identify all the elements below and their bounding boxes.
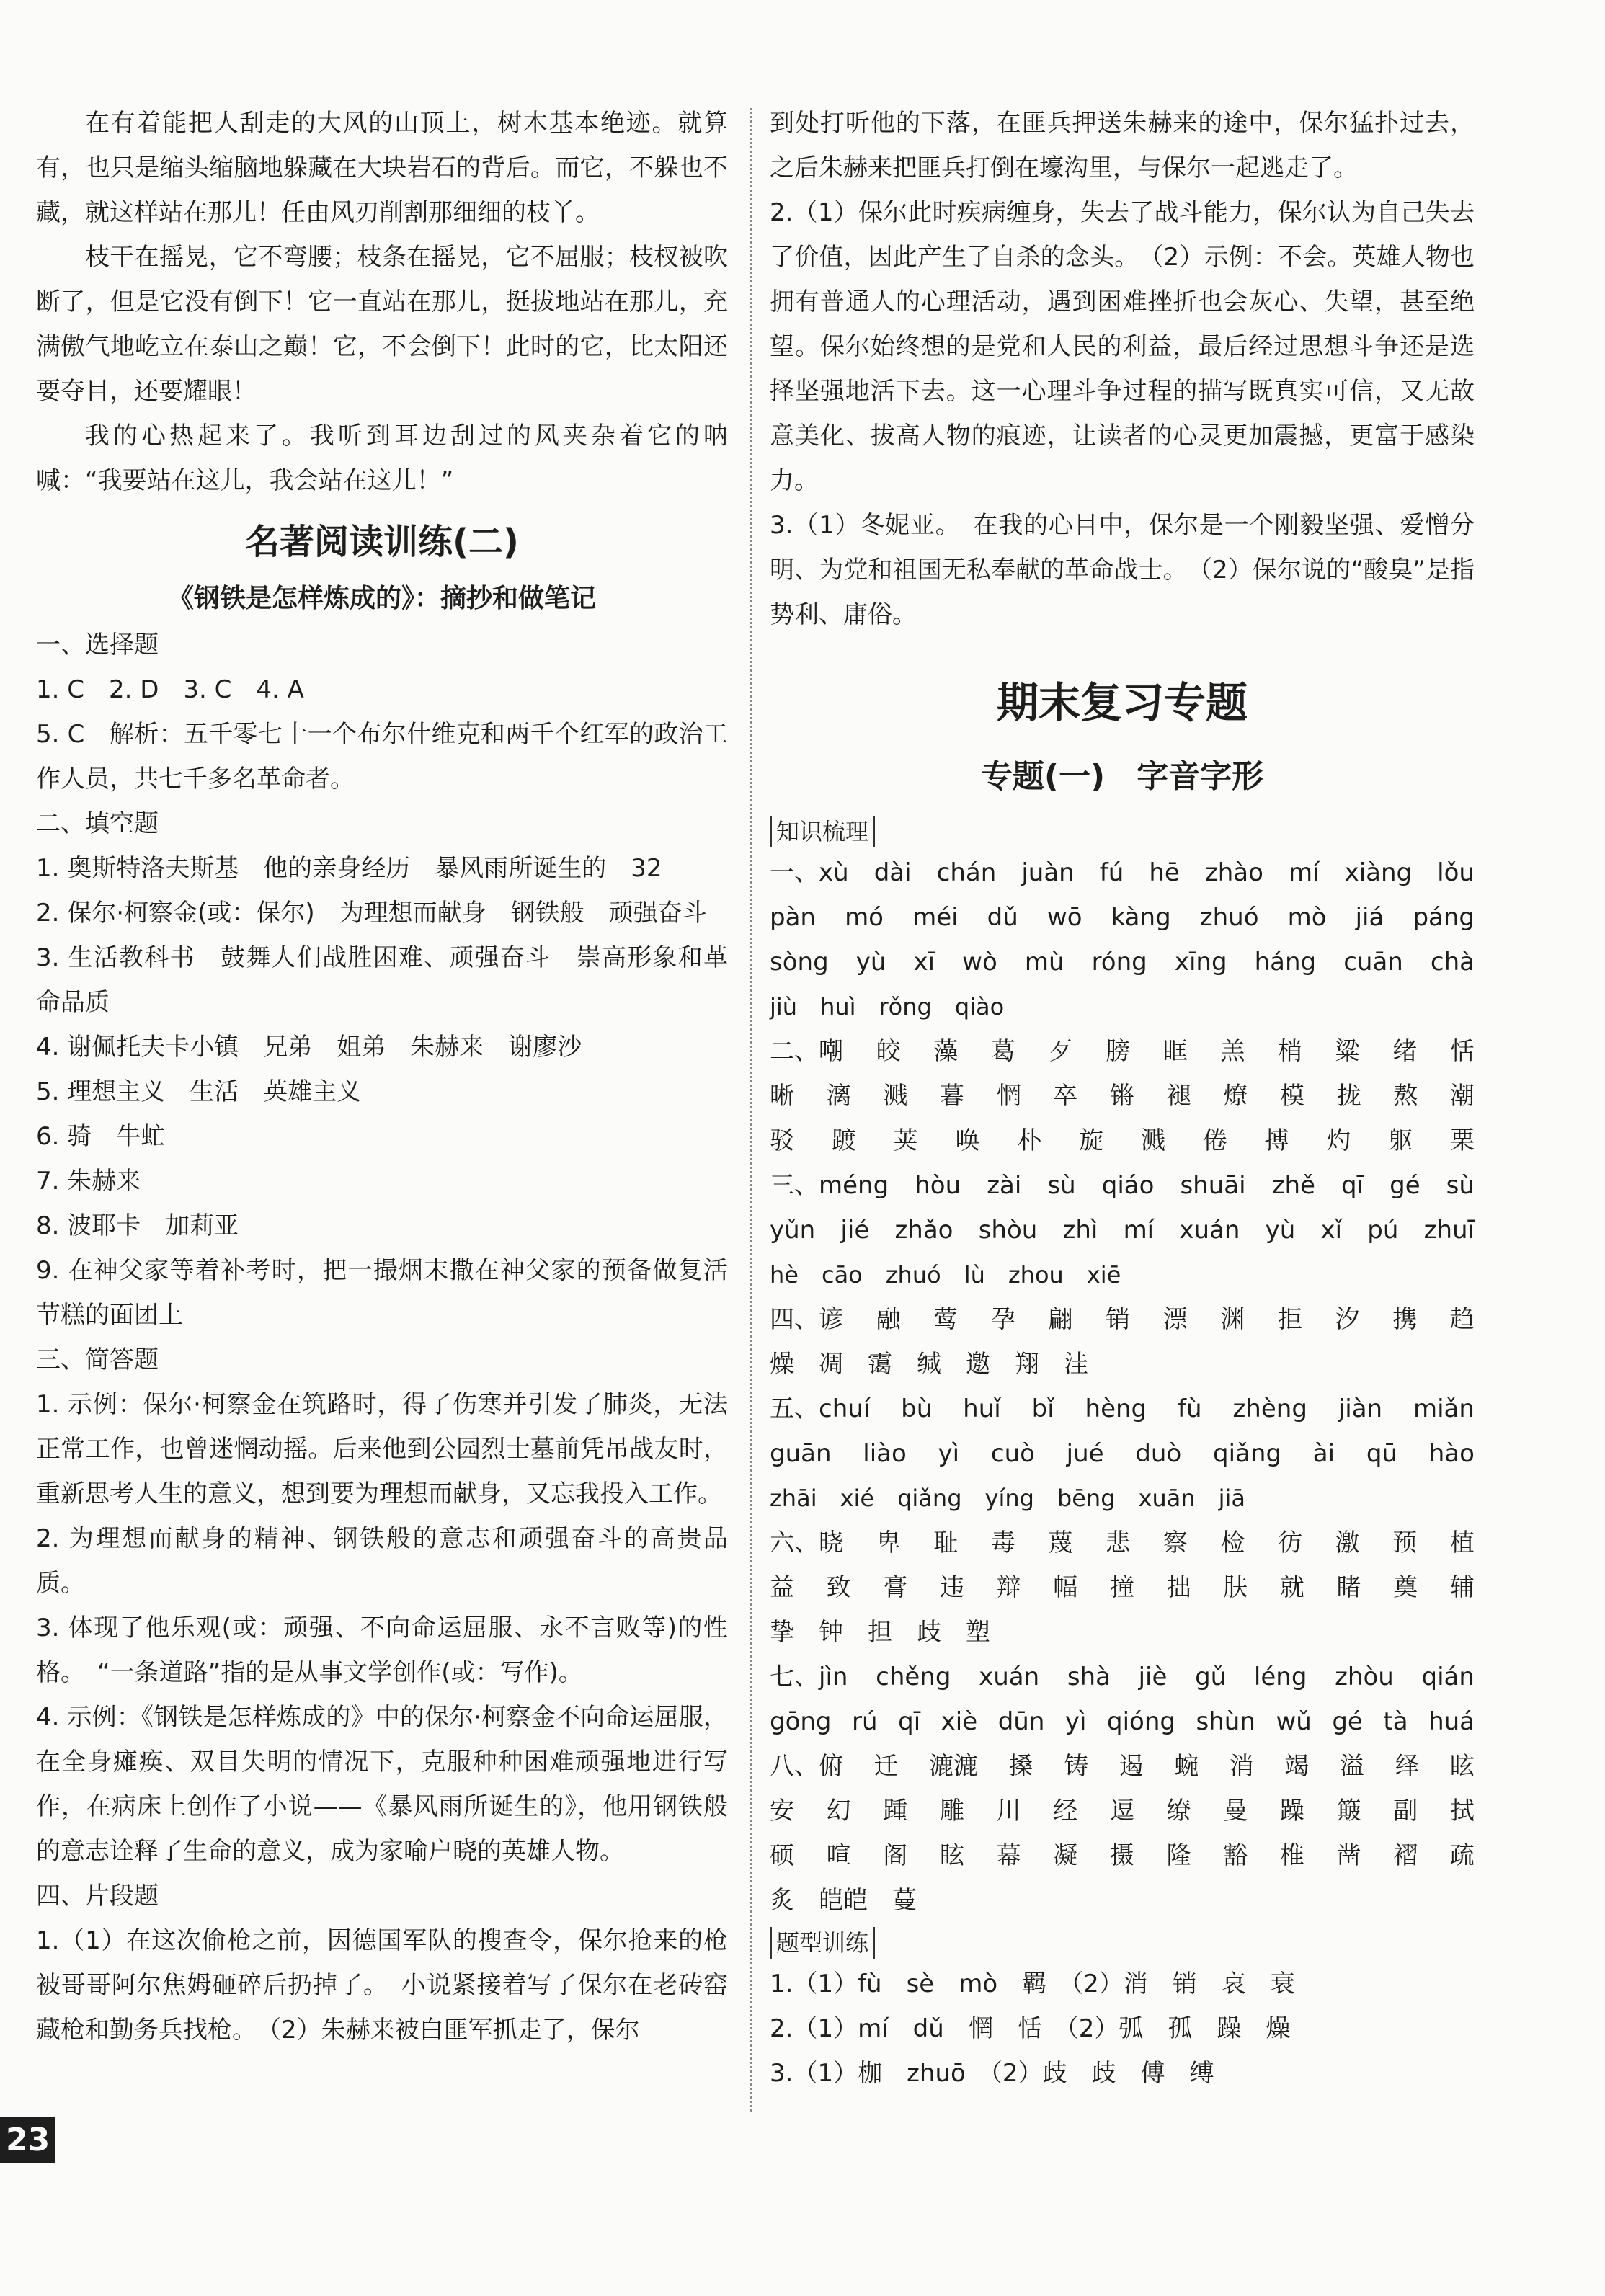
answer-item: sù <box>1446 1171 1475 1200</box>
answer-item: 绎 <box>1395 1752 1420 1781</box>
answer-item: 摄 <box>1109 1841 1134 1870</box>
answer-item: 搏 <box>1264 1126 1289 1155</box>
fill-answer-5: 5. 理想主义 生活 英雄主义 <box>36 1077 362 1106</box>
answer-item: sòng <box>770 948 829 976</box>
answer-item: 翩 <box>1048 1305 1073 1334</box>
heading-excerpt: 四、片段题 <box>36 1882 159 1910</box>
answer-item: 凿 <box>1336 1841 1361 1870</box>
answer-item: 缭 <box>1166 1797 1191 1825</box>
choice-answers-2: 5. C 解析：五千零七十一个布尔什维克和两千个红军的政治工作人员，共七千多名革命者。 <box>36 720 728 793</box>
answer-item: 褪 <box>1166 1082 1191 1111</box>
section-title: 名著阅读训练(二) <box>245 522 519 562</box>
essay-paragraph-2: 枝干在摇晃，它不弯腰；枝条在摇晃，它不屈服；枝杈被吹断了，但是它没有倒下！它一直站在那儿，挺拔地站在那儿，充满傲气地屹立在泰山之巅！它，不会倒下！此时的它，比太阳还要夺目，还要耀眼！ <box>36 243 728 406</box>
answer-item: 膏 <box>883 1573 908 1602</box>
answer-item: 一、xù <box>770 858 849 887</box>
answer-item: 硕 <box>770 1841 794 1870</box>
answer-item: 二、嘲 <box>770 1037 843 1066</box>
right-column <box>770 101 1475 2096</box>
answer-item: jué <box>1066 1439 1104 1468</box>
short-answer-2: 2. 为理想而献身的精神、钢铁般的意志和顽强奋斗的高贵品质。 <box>36 1524 728 1598</box>
heading-short-answer: 三、简答题 <box>36 1345 159 1374</box>
pinyin-row <box>770 940 1475 984</box>
answer-item: 耻 <box>933 1529 959 1557</box>
answer-item: 潮 <box>1449 1082 1475 1111</box>
answer-item: zhèng <box>1232 1394 1307 1423</box>
answer-item: 幅 <box>1053 1573 1078 1602</box>
answer-item: huá <box>1428 1707 1475 1736</box>
char-row: 炙 皑皑 蔓 <box>770 1886 917 1915</box>
pinyin-row <box>770 1163 1475 1208</box>
answer-item: bǐ <box>1031 1394 1054 1423</box>
answer-item: cuān <box>1343 948 1403 976</box>
answer-item: sù <box>1047 1171 1076 1200</box>
answer-item: 眩 <box>939 1841 964 1870</box>
practice-answer-3: 3.（1）枷 zhuō （2）歧 歧 傅 缚 <box>770 2059 1214 2088</box>
page-number: 23 <box>0 2117 55 2163</box>
answer-item: 簸 <box>1336 1797 1361 1825</box>
answer-item: 安 <box>770 1797 794 1825</box>
answer-item: 豁 <box>1223 1841 1248 1870</box>
answer-item: 熬 <box>1393 1082 1418 1111</box>
topic-title: 专题(一) 字音字形 <box>980 758 1264 795</box>
answer-item: mò <box>1287 903 1327 932</box>
heading-choice: 一、选择题 <box>36 631 159 659</box>
answer-item: mó <box>845 903 884 932</box>
pinyin-row: zhāi xié qiǎng yíng bēng xuān jiā <box>770 1485 1246 1512</box>
answer-item: 检 <box>1220 1529 1245 1557</box>
answer-item: 踵 <box>883 1797 908 1825</box>
answer-item: 躁 <box>1279 1797 1304 1825</box>
answer-item: 皎 <box>876 1037 901 1066</box>
answer-item: zhuó <box>1199 903 1259 932</box>
answer-item: háng <box>1254 948 1317 976</box>
answer-item: gōng <box>770 1707 832 1736</box>
answer-item: bù <box>901 1394 933 1423</box>
answer-item: xuán <box>979 1663 1040 1691</box>
answer-item: 溢 <box>1339 1752 1364 1781</box>
fill-answer-4: 4. 谢佩托夫卡小镇 兄弟 姐弟 朱赫来 谢廖沙 <box>36 1033 582 1062</box>
answer-item: kàng <box>1111 903 1171 932</box>
answer-item: zài <box>987 1171 1022 1200</box>
answer-item: jiàn <box>1338 1394 1383 1423</box>
answer-item: 六、晓 <box>770 1529 843 1557</box>
fill-answer-6: 6. 骑 牛虻 <box>36 1122 166 1151</box>
answer-item: wō <box>1046 903 1082 932</box>
answer-item: zhě <box>1271 1171 1315 1200</box>
practice-box-label: 题型训练 <box>770 1927 875 1959</box>
answer-item: 趋 <box>1449 1305 1475 1334</box>
answer-item: 拙 <box>1166 1573 1191 1602</box>
answer-item: 辅 <box>1449 1573 1475 1602</box>
char-row <box>770 1744 1475 1789</box>
answer-item: 副 <box>1393 1797 1418 1825</box>
excerpt-answer-1-continued: 到处打听他的下落，在匪兵押送朱赫来的途中，保尔猛扑过去，之后朱赫来把匪兵打倒在壕沟里，与保尔一起逃走了。 <box>770 109 1475 182</box>
answer-item: 迁 <box>873 1752 899 1781</box>
answer-item: 益 <box>770 1573 794 1602</box>
answer-item: qī <box>898 1707 921 1736</box>
answer-item: 唤 <box>955 1126 980 1155</box>
answer-item: 晰 <box>770 1082 794 1111</box>
excerpt-answer-2: 2.（1）保尔此时疾病缠身，失去了战斗能力，保尔认为自己失去了价值，因此产生了自杀的念头。 （2）示例：不会。英雄人物也拥有普通人的心理活动，遇到困难挫折也会灰心、失望，甚至绝望。保尔始终想的是党和人民的利益，最后经过思想斗争还是选择坚强地活下去。这一心理斗争过程的描写既真实可信，又无故意美化、拔高人物的痕迹，让读者的心灵更加震撼，更富于感染力。 <box>770 198 1475 495</box>
answer-item: hào <box>1428 1439 1475 1468</box>
answer-item: 曼 <box>1223 1797 1248 1825</box>
answer-item: 竭 <box>1284 1752 1310 1781</box>
answer-item: shuāi <box>1180 1171 1246 1200</box>
answer-item: 汐 <box>1335 1305 1360 1334</box>
excerpt-answer-1: 1.（1）在这次偷枪之前，因德国军队的搜查令，保尔抢来的枪被哥哥阿尔焦姆砸碎后扔掉了。 小说紧接着写了保尔在老砖窑藏枪和勤务兵找枪。 （2）朱赫来被白匪军抓走了，保尔 <box>36 1926 728 2044</box>
answer-item: 莺 <box>933 1305 959 1334</box>
answer-item: 五、chuí <box>770 1394 871 1423</box>
pinyin-row <box>770 895 1475 940</box>
answer-item: xī <box>913 948 935 976</box>
answer-item: 雕 <box>939 1797 964 1825</box>
answer-item: 眶 <box>1162 1037 1188 1066</box>
fill-answer-8: 8. 波耶卡 加莉亚 <box>36 1211 239 1240</box>
answer-item: 椎 <box>1279 1841 1304 1870</box>
answer-item: 漓 <box>826 1082 851 1111</box>
char-row <box>770 1565 1475 1610</box>
answer-item: chà <box>1430 948 1475 976</box>
answer-item: 睹 <box>1336 1573 1361 1602</box>
answer-item: 拒 <box>1278 1305 1302 1334</box>
answer-item: 融 <box>876 1305 901 1334</box>
answer-item: pàn <box>770 903 816 932</box>
answer-item: duò <box>1135 1439 1182 1468</box>
answer-item: huǐ <box>963 1394 1001 1423</box>
pinyin-row <box>770 1655 1475 1699</box>
answer-item: qiǎng <box>1213 1439 1282 1468</box>
answer-item: 倦 <box>1202 1126 1227 1155</box>
answer-item: jiè <box>1138 1663 1168 1691</box>
answer-item: 销 <box>1106 1305 1131 1334</box>
answer-item: shòu <box>978 1216 1038 1245</box>
char-row <box>770 1074 1475 1118</box>
answer-item: gé <box>1390 1171 1421 1200</box>
review-title: 期末复习专题 <box>996 678 1248 727</box>
answer-item: rú <box>852 1707 878 1736</box>
answer-item: 藻 <box>933 1037 959 1066</box>
answer-item: hē <box>1149 858 1180 887</box>
answer-item: 灼 <box>1326 1126 1351 1155</box>
answer-item: yǔn <box>770 1216 816 1245</box>
answer-item: 踱 <box>831 1126 856 1155</box>
answer-item: 毒 <box>990 1529 1015 1557</box>
answer-item: chěng <box>876 1663 951 1691</box>
short-answer-4: 4. 示例：《钢铁是怎样炼成的》中的保尔·柯察金不向命运屈服，在全身瘫痪、双目失明的情况下，克服种种困难顽强地进行写作，在病床上创作了小说——《暴风雨所诞生的》，他用钢铁般的意志诠释了生命的意义，成为家喻户晓的英雄人物。 <box>36 1703 728 1866</box>
answer-item: zhào <box>1204 858 1263 887</box>
answer-item: 驳 <box>770 1126 794 1155</box>
answer-item: 逗 <box>1109 1797 1134 1825</box>
answer-item: 彷 <box>1278 1529 1302 1557</box>
answer-item: 凝 <box>1053 1841 1078 1870</box>
answer-item: qióng <box>1107 1707 1175 1736</box>
answer-item: fú <box>1099 858 1124 887</box>
answer-item: 燎 <box>1223 1082 1248 1111</box>
answer-item: 就 <box>1279 1573 1304 1602</box>
essay-paragraph-3: 我的心热起来了。我听到耳边刮过的风夹杂着它的呐喊：“我要站在这儿，我会站在这儿！” <box>36 422 728 495</box>
short-answer-3: 3. 体现了他乐观(或：顽强、不向命运屈服、永不言败等)的性格。 “一条道路”指的是从事文学创作(或：写作)。 <box>36 1614 728 1687</box>
answer-item: 歹 <box>1048 1037 1073 1066</box>
heading-fill: 二、填空题 <box>36 809 159 838</box>
answer-item: liào <box>863 1439 907 1468</box>
fill-answer-9: 9. 在神父家等着补考时，把一撮烟末撒在神父家的预备做复活节糕的面团上 <box>36 1256 728 1330</box>
answer-item: mí <box>1123 1216 1155 1245</box>
answer-item: miǎn <box>1413 1394 1475 1423</box>
answer-item: 七、jìn <box>770 1663 848 1691</box>
answer-item: zhuī <box>1423 1216 1475 1245</box>
char-row <box>770 1029 1475 1074</box>
answer-item: zhǎo <box>894 1216 953 1245</box>
answer-item: qī <box>1341 1171 1364 1200</box>
answer-item: qiáo <box>1101 1171 1155 1200</box>
answer-item: dài <box>873 858 912 887</box>
answer-item: 隆 <box>1166 1841 1191 1870</box>
answer-item: 漉漉 <box>929 1752 979 1781</box>
fill-answer-3: 3. 生活教科书 鼓舞人们战胜困难、顽强奋斗 崇高形象和革命品质 <box>36 943 728 1017</box>
char-row: 燥 凋 霭 缄 邀 翔 洼 <box>770 1350 1088 1379</box>
answer-item: mí <box>1288 858 1320 887</box>
answer-item: dǔ <box>987 903 1018 932</box>
answer-item: 察 <box>1162 1529 1188 1557</box>
answer-item: wò <box>962 948 997 976</box>
char-row <box>770 1297 1475 1342</box>
answer-item: wǔ <box>1276 1707 1312 1736</box>
answer-item: 疏 <box>1449 1841 1475 1870</box>
answer-item: 羔 <box>1220 1037 1245 1066</box>
answer-item: 渊 <box>1220 1305 1245 1334</box>
fill-answer-1: 1. 奥斯特洛夫斯基 他的亲身经历 暴风雨所诞生的 32 <box>36 854 662 883</box>
fill-answer-7: 7. 朱赫来 <box>36 1167 141 1196</box>
answer-item: lǒu <box>1437 858 1475 887</box>
pinyin-row: jiù huì rǒng qiào <box>770 993 1005 1020</box>
answer-item: páng <box>1413 903 1475 932</box>
section-subtitle: 《钢铁是怎样炼成的》：摘抄和做笔记 <box>167 584 596 613</box>
answer-item: tà <box>1383 1707 1408 1736</box>
essay-paragraph-1: 在有着能把人刮走的大风的山顶上，树木基本绝迹。就算有，也只是缩头缩脑地躲藏在大块岩石的背后。而它，不躲也不藏，就这样站在那儿！任由风刃削割那细细的枝丫。 <box>36 109 728 227</box>
answer-item: 葛 <box>990 1037 1015 1066</box>
answer-item: xīng <box>1174 948 1227 976</box>
answer-item: 模 <box>1279 1082 1304 1111</box>
answer-item: qū <box>1366 1439 1397 1468</box>
answer-item: 拭 <box>1449 1797 1475 1825</box>
answer-item: yì <box>1064 1707 1087 1736</box>
answer-item: 幕 <box>996 1841 1021 1870</box>
answer-item: yù <box>1265 1216 1296 1245</box>
answer-item: 孕 <box>990 1305 1015 1334</box>
answer-item: 梢 <box>1278 1037 1302 1066</box>
answer-item: xǐ <box>1320 1216 1343 1245</box>
answer-item: 蜿 <box>1174 1752 1199 1781</box>
answer-item: 卑 <box>876 1529 901 1557</box>
answer-item: 漂 <box>1162 1305 1188 1334</box>
answer-item: 溅 <box>1140 1126 1165 1155</box>
answer-item: 膀 <box>1106 1037 1131 1066</box>
answer-item: shà <box>1067 1663 1111 1691</box>
answer-item: chán <box>936 858 997 887</box>
answer-item: 幻 <box>826 1797 851 1825</box>
answer-item: 暮 <box>939 1082 964 1111</box>
answer-item: 携 <box>1392 1305 1418 1334</box>
answer-item: 经 <box>1053 1797 1078 1825</box>
answer-item: 奠 <box>1393 1573 1418 1602</box>
answer-item: 消 <box>1229 1752 1254 1781</box>
answer-item: jié <box>840 1216 870 1245</box>
answer-item: 辩 <box>996 1573 1021 1602</box>
answer-item: 撞 <box>1109 1573 1134 1602</box>
char-row <box>770 1833 1475 1878</box>
answer-item: 褶 <box>1393 1841 1418 1870</box>
practice-answer-1: 1.（1）fù sè mò 羁 （2）消 销 哀 衰 <box>770 1970 1295 1998</box>
answer-item: 致 <box>826 1573 851 1602</box>
answer-item: 遏 <box>1119 1752 1144 1781</box>
answer-item: 八、俯 <box>770 1752 843 1781</box>
answer-item: pú <box>1367 1216 1399 1245</box>
left-column <box>36 101 728 2052</box>
answer-item: 喧 <box>826 1841 851 1870</box>
answer-item: 四、谚 <box>770 1305 843 1334</box>
answer-item: xiè <box>941 1707 978 1736</box>
answer-item: róng <box>1091 948 1147 976</box>
fill-answer-2: 2. 保尔·柯察金(或：保尔) 为理想而献身 钢铁般 顽强奋斗 <box>36 899 707 927</box>
char-row: 挚 钟 担 歧 塑 <box>770 1618 990 1647</box>
pinyin-row <box>770 1431 1475 1476</box>
answer-item: 三、méng <box>770 1171 889 1200</box>
pinyin-row <box>770 1387 1475 1431</box>
answer-item: 躯 <box>1388 1126 1413 1155</box>
answer-item: qián <box>1421 1663 1475 1691</box>
answer-item: juàn <box>1021 858 1075 887</box>
answer-item: 粱 <box>1335 1037 1360 1066</box>
char-row <box>770 1118 1475 1163</box>
answer-item: shùn <box>1196 1707 1255 1736</box>
answer-item: léng <box>1253 1663 1307 1691</box>
pinyin-row: hè cāo zhuó lù zhou xiē <box>770 1261 1121 1289</box>
answer-item: 眩 <box>1449 1752 1475 1781</box>
char-row <box>770 1789 1475 1833</box>
pinyin-row <box>770 1699 1475 1744</box>
answer-item: 肤 <box>1223 1573 1248 1602</box>
excerpt-answer-3: 3.（1）冬妮亚。 在我的心目中，保尔是一个刚毅坚强、爱憎分明、为党和祖国无私奉献的革命战士。 （2）保尔说的“酸臭”是指势利、庸俗。 <box>770 511 1475 629</box>
answer-item: hòu <box>915 1171 961 1200</box>
answer-item: ài <box>1312 1439 1335 1468</box>
answer-item: 恬 <box>1449 1037 1475 1066</box>
answer-item: cuò <box>990 1439 1035 1468</box>
answer-item: 违 <box>939 1573 964 1602</box>
answer-item: gé <box>1332 1707 1363 1736</box>
answer-item: 川 <box>996 1797 1021 1825</box>
answer-item: 绪 <box>1392 1037 1418 1066</box>
answer-item: 拢 <box>1336 1082 1361 1111</box>
answer-item: yù <box>855 948 886 976</box>
answer-item: jiá <box>1355 903 1384 932</box>
answer-item: 溅 <box>883 1082 908 1111</box>
column-divider <box>750 108 752 2112</box>
answer-item: 旋 <box>1079 1126 1104 1155</box>
answer-item: xiàng <box>1344 858 1413 887</box>
char-row <box>770 1521 1475 1565</box>
pinyin-row <box>770 1208 1475 1252</box>
answer-item: 卒 <box>1053 1082 1078 1111</box>
answer-item: 预 <box>1392 1529 1418 1557</box>
answer-item: mù <box>1024 948 1064 976</box>
choice-answers-1: 1. C 2. D 3. C 4. A <box>36 675 304 704</box>
answer-item: 荚 <box>893 1126 918 1155</box>
knowledge-box-label: 知识梳理 <box>770 816 875 847</box>
answer-item: 惘 <box>996 1082 1021 1111</box>
answer-item: xuán <box>1179 1216 1240 1245</box>
answer-item: 植 <box>1449 1529 1475 1557</box>
answer-item: fù <box>1178 1394 1202 1423</box>
practice-answer-2: 2.（1）mí dǔ 惘 恬 （2）弧 孤 躁 燥 <box>770 2014 1291 2043</box>
answer-item: zhì <box>1062 1216 1098 1245</box>
answer-item: gǔ <box>1195 1663 1227 1691</box>
answer-item: yì <box>938 1439 960 1468</box>
answer-item: 朴 <box>1017 1126 1042 1155</box>
answer-item: 悲 <box>1106 1529 1131 1557</box>
answer-item: guān <box>770 1439 832 1468</box>
answer-item: 激 <box>1335 1529 1360 1557</box>
answer-item: méi <box>912 903 959 932</box>
answer-item: dūn <box>997 1707 1045 1736</box>
answer-item: hèng <box>1085 1394 1147 1423</box>
answer-item: 铸 <box>1064 1752 1089 1781</box>
answer-item: 阁 <box>883 1841 908 1870</box>
short-answer-1: 1. 示例：保尔·柯察金在筑路时，得了伤寒并引发了肺炎，无法正常工作，也曾迷惘动摇。后来他到公园烈士墓前凭吊战友时，重新思考人生的意义，想到要为理想而献身，又忘我投入工作。 <box>36 1390 728 1508</box>
answer-item: 蔑 <box>1048 1529 1073 1557</box>
answer-item: zhòu <box>1335 1663 1394 1691</box>
answer-item: 栗 <box>1449 1126 1475 1155</box>
answer-item: 搡 <box>1008 1752 1033 1781</box>
pinyin-row <box>770 850 1475 895</box>
answer-item: 锵 <box>1109 1082 1134 1111</box>
